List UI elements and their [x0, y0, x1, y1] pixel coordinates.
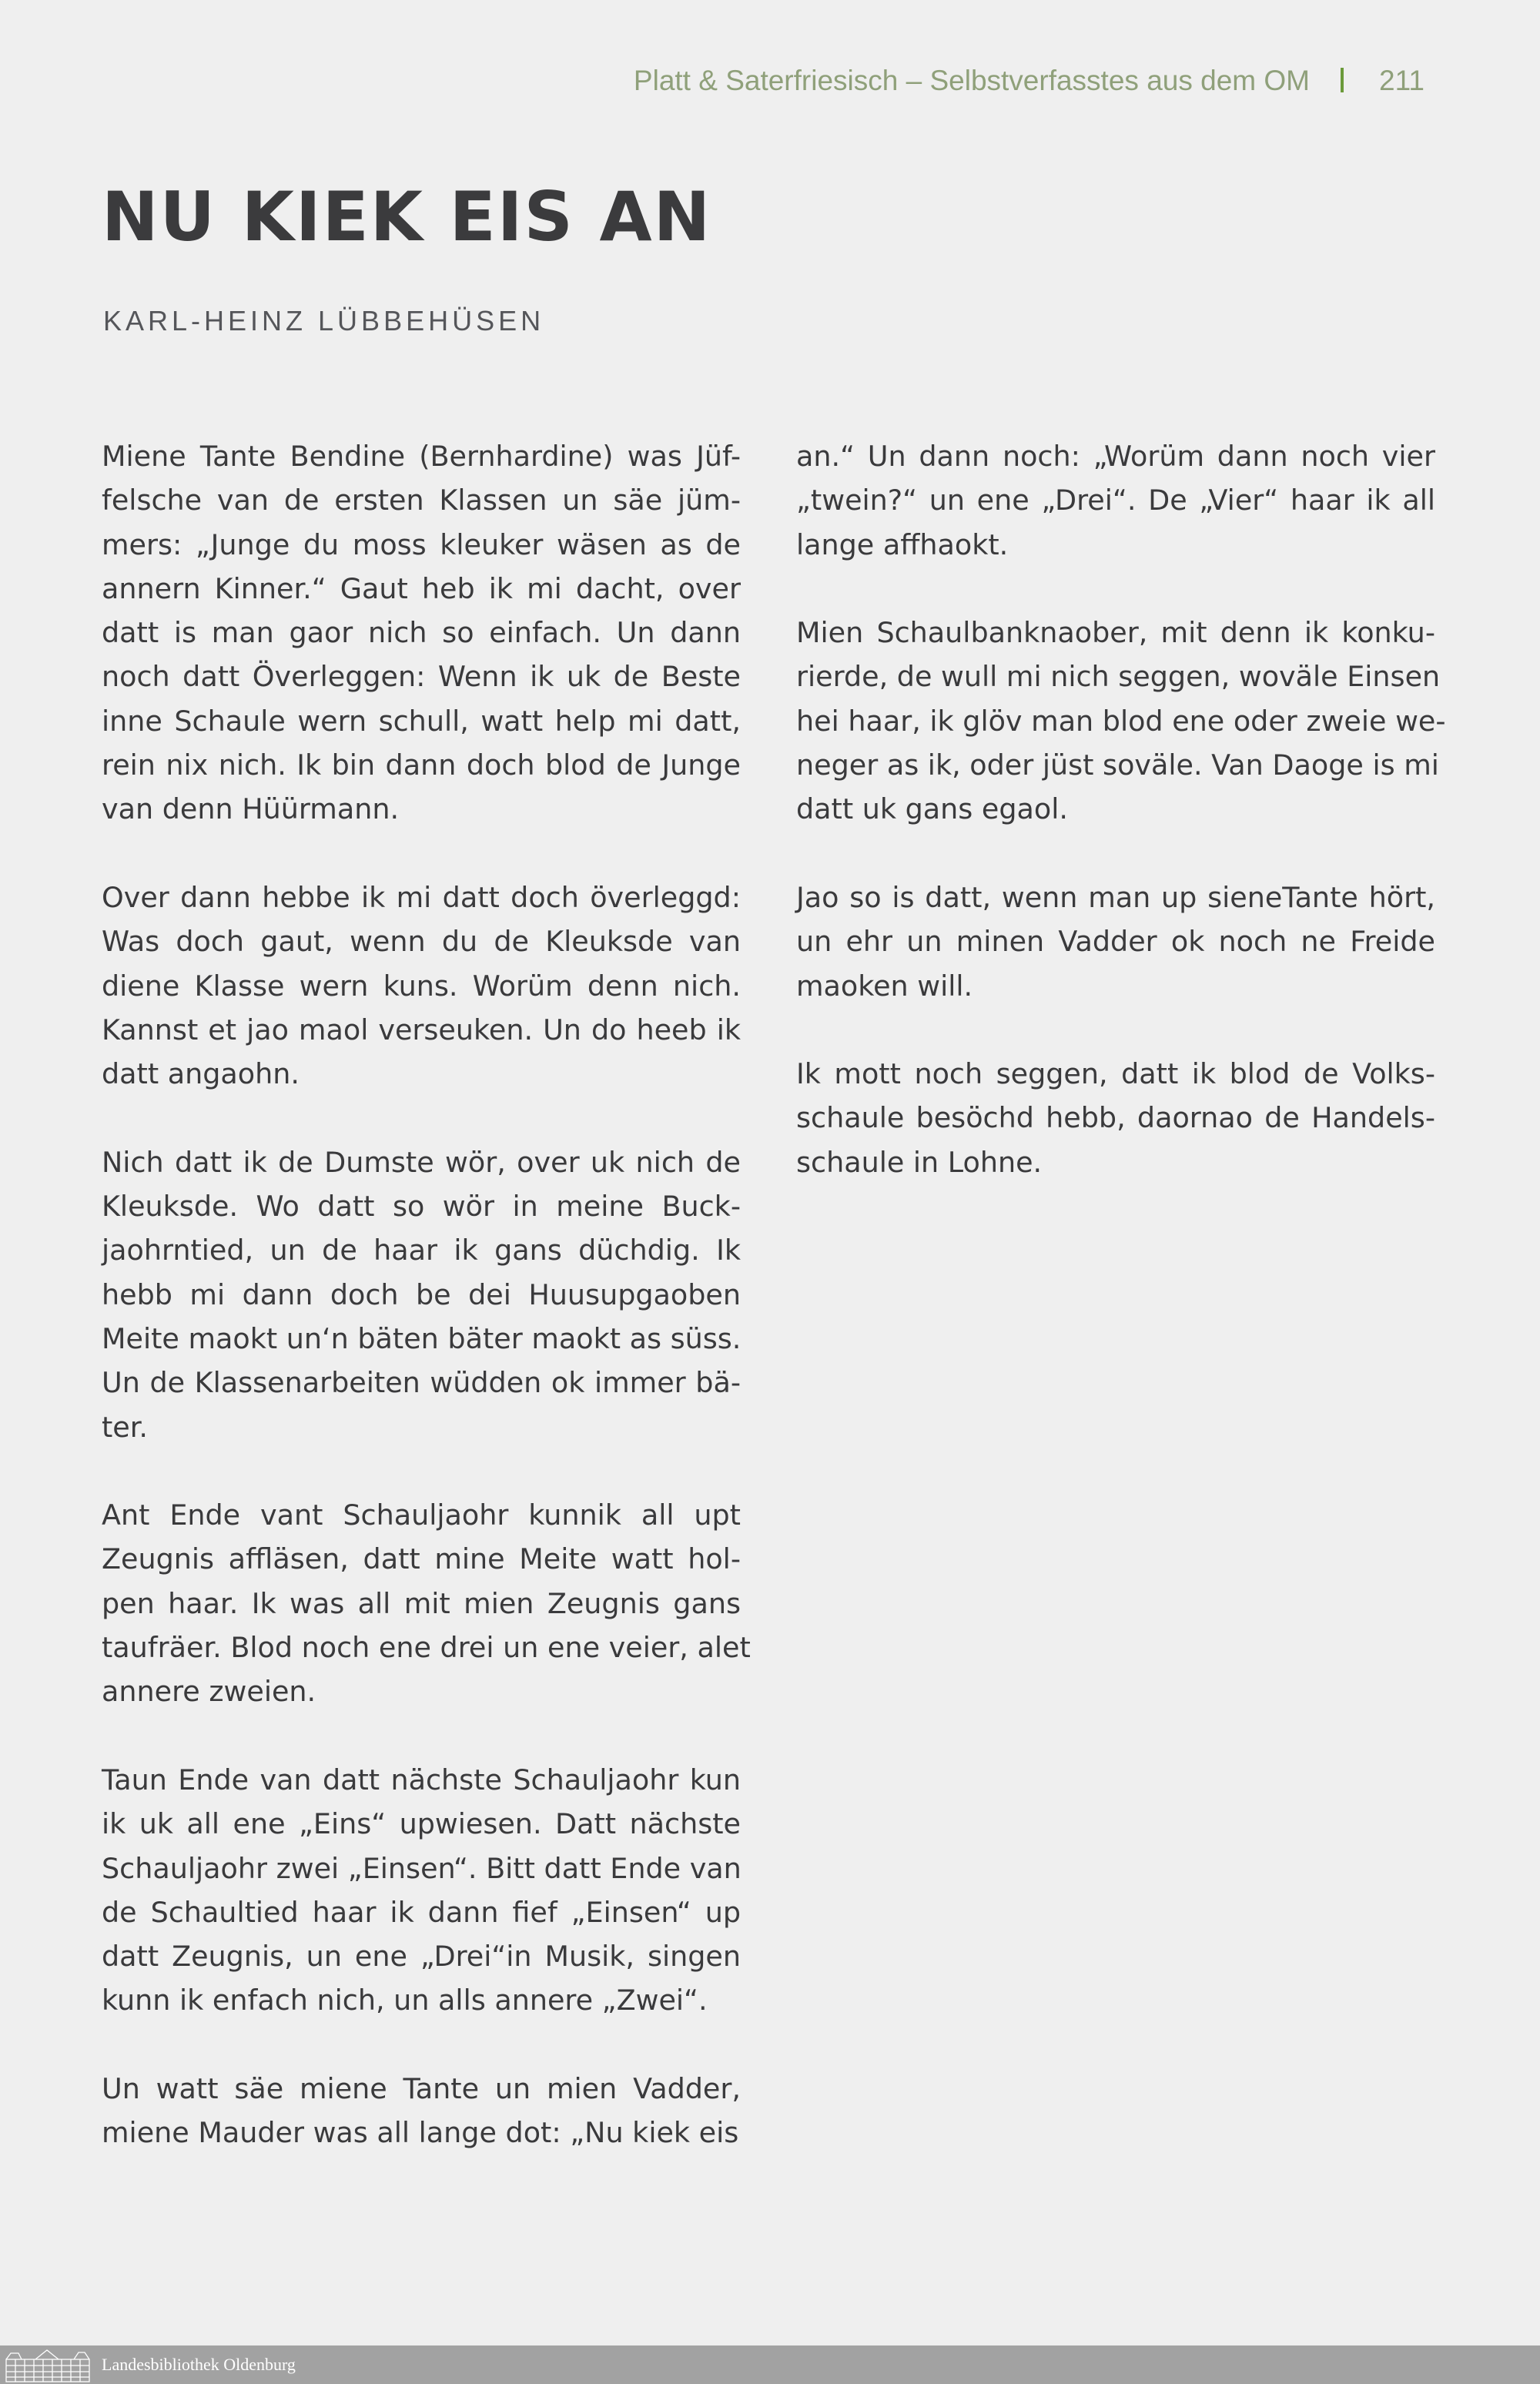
text-line: kunn ik enfach nich, un alls annere „Zwei“. [102, 1984, 708, 2017]
text-line: Over dann hebbe ik mi datt doch överleggd: [102, 880, 741, 914]
text-line: van denn Hüürmann. [102, 792, 400, 826]
text-line: rein nix nich. Ik bin dann doch blod de Junge [102, 748, 741, 782]
text-line: Miene Tante Bendine (Bernhardine) was Jüf- [102, 440, 741, 473]
text-line: datt angaohn. [102, 1057, 300, 1091]
text-line: diene Klasse wern kuns. Worüm denn nich. [102, 969, 741, 1003]
text-line: datt Zeugnis, un ene „Drei“in Musik, singen [102, 1940, 741, 1974]
text-line: hei haar, ik glöv man blod ene oder zweie we- [796, 704, 1446, 738]
text-line: maoken will. [796, 969, 973, 1003]
text-line: pen haar. Ik was all mit mien Zeugnis gans [102, 1586, 741, 1620]
text-line: taufräer. Blod noch ene drei un ene veier, alet [102, 1631, 751, 1665]
running-header [634, 65, 1424, 97]
text-line: Ik mott noch seggen, datt ik blod de Volks- [796, 1057, 1435, 1091]
header-separator [1341, 68, 1344, 92]
paragraph [102, 1493, 751, 1713]
library-building-logo-icon [5, 2349, 91, 2382]
text-line: Zeugnis affläsen, datt mine Meite watt hol- [102, 1542, 741, 1576]
text-line: Schauljaohr zwei „Einsen“. Bitt datt Ende van [102, 1851, 742, 1885]
text-line: noch datt Överleggen: Wenn ik uk de Beste [102, 660, 741, 694]
text-line: datt uk gans egaol. [796, 792, 1068, 826]
paragraph [102, 876, 741, 1096]
text-line: felsche van de ersten Klassen un säe jüm- [102, 484, 741, 517]
paragraph [102, 434, 741, 832]
article-author: KARL-HEINZ LÜBBEHÜSEN [103, 305, 545, 337]
text-line: miene Mauder was all lange dot: „Nu kiek eis [102, 2116, 739, 2150]
text-line: Kannst et jao maol verseuken. Un do heeb ik [102, 1013, 741, 1046]
text-line: Meite maokt un‘n bäten bäter maokt as süss. [102, 1321, 742, 1355]
paragraph [796, 876, 1435, 1008]
library-footer-bar [0, 2345, 1540, 2384]
text-line: mers: „Junge du moss kleuker wäsen as de [102, 527, 741, 561]
left-column [102, 434, 751, 2199]
text-line: lange affhaokt. [796, 527, 1009, 561]
text-line: an.“ Un dann noch: „Worüm dann noch vier [796, 440, 1435, 473]
text-line: „twein?“ un ene „Drei“. De „Vier“ haar ik all [796, 484, 1435, 517]
running-title: Platt & Saterfriesisch – Selbstverfasstes aus dem OM [633, 65, 1310, 96]
text-line: Un de Klassenarbeiten wüdden ok immer bä- [102, 1366, 741, 1400]
paragraph [796, 434, 1435, 567]
text-line: Un watt säe miene Tante un mien Vadder, [102, 2071, 741, 2105]
text-line: de Schaultied haar ik dann fief „Einsen“ up [102, 1895, 741, 1929]
text-line: datt is man gaor nich so einfach. Un dann [102, 616, 741, 650]
text-line: Taun Ende van datt nächste Schauljaohr kun [102, 1763, 741, 1796]
page-number: 211 [1379, 65, 1424, 96]
text-line: Was doch gaut, wenn du de Kleuksde van [102, 925, 741, 959]
paragraph [102, 1140, 741, 1449]
text-line: schaule besöchd hebb, daornao de Handels- [796, 1101, 1435, 1135]
paragraph [796, 1052, 1435, 1184]
text-line: ter. [102, 1410, 149, 1444]
library-name: Landesbibliothek Oldenburg [102, 2355, 296, 2374]
paragraph [796, 611, 1446, 831]
text-line: Nich datt ik de Dumste wör, over uk nich de [102, 1145, 741, 1179]
text-line: Mien Schaulbanknaober, mit denn ik konku- [796, 616, 1435, 650]
paragraph [102, 1758, 741, 2023]
text-line: hebb mi dann doch be dei Huusupgaoben [102, 1277, 741, 1311]
text-line: Kleuksde. Wo datt so wör in meine Buck- [102, 1190, 741, 1224]
text-line: ik uk all ene „Eins“ upwiesen. Datt nächste [102, 1807, 741, 1841]
text-line: Jao so is datt, wenn man up sieneTante hört, [796, 880, 1435, 914]
text-line: neger as ik, oder jüst soväle. Van Daoge is mi [796, 748, 1439, 782]
text-line: rierde, de wull mi nich seggen, woväle Einsen [796, 660, 1441, 694]
text-line: un ehr un minen Vadder ok noch ne Freide [796, 925, 1435, 959]
article-title: NU KIEK EIS AN [102, 177, 712, 256]
text-line: inne Schaule wern schull, watt help mi datt, [102, 704, 741, 738]
text-line: jaohrntied, un de haar ik gans düchdig. Ik [102, 1234, 741, 1267]
text-line: annere zweien. [102, 1675, 316, 1709]
text-line: annern Kinner.“ Gaut heb ik mi dacht, over [102, 571, 741, 605]
paragraph [102, 2067, 741, 2155]
text-line: schaule in Lohne. [796, 1145, 1043, 1179]
text-line: Ant Ende vant Schauljaohr kunnik all upt [102, 1498, 741, 1532]
right-column [796, 434, 1446, 1228]
